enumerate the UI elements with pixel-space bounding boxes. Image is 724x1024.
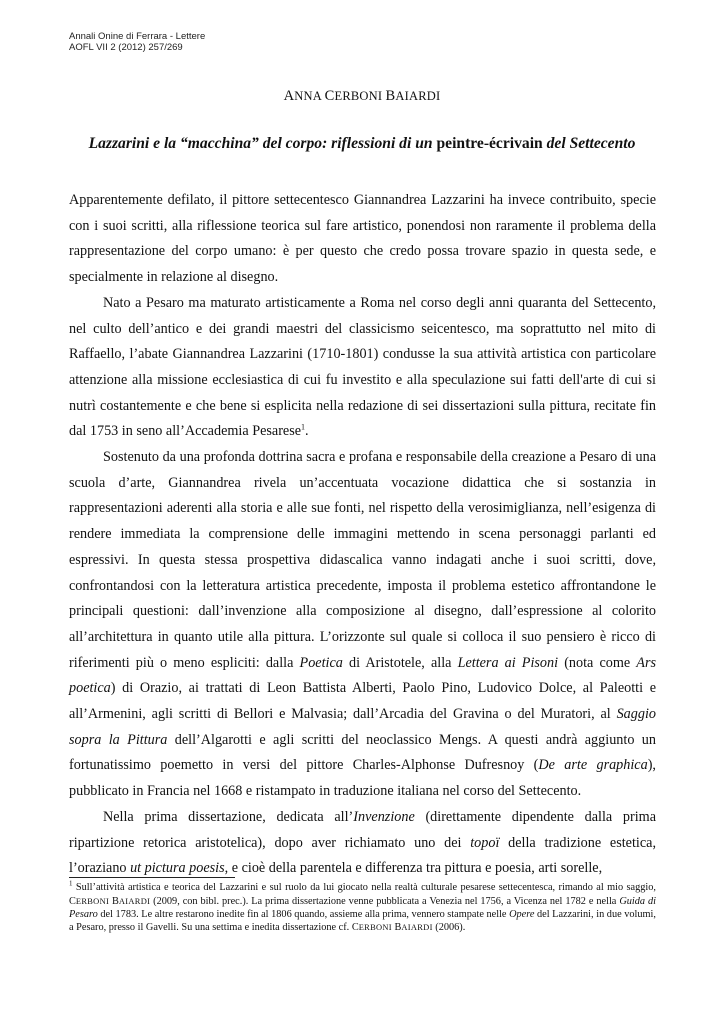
author-name: ANNA CERBONI BAIARDI xyxy=(283,88,441,104)
footnote-ref[interactable]: 1 xyxy=(301,422,306,432)
footnote-divider xyxy=(69,877,235,878)
paragraph-4: Nella prima dissertazione, dedicata all’Invenzione (direttamente dipendente dalla prima ripartizione retorica aristotelica), dopo aver richiamato uno dei topoï della tradizione estetica, l’oraziano ut pictura poesis, e cioè della parentela e differenza tra pittura e poesia, arti sorelle, xyxy=(69,808,656,877)
footnote-1: $^1$ Sull’attività artistica e teorica del Lazzarini e sul ruolo da lui giocato nella realtà culturale pesarese settecentesca, rimando al mio saggio, CERBONI BAIARDI (2009, con bibl. prec.). La prima dissertazione venne pubblicata a Venezia nel 1756, a Vicenza nel 1782 e nella Guida di Pesaro del 1783. Le altre restarono inedite fin al 1806 quando, assieme alla prima, vennero stampate nelle Opere del Lazzarini, in due volumi, a Pesaro, presso il Gavelli. Su una settima e inedita dissertazione cf. CERBONI BAIARDI (2006). xyxy=(69,879,656,934)
article-body xyxy=(69,188,656,882)
paragraph-1: Apparentemente defilato, il pittore settecentesco Giannandrea Lazzarini ha invece contribuito, specie con i suoi scritti, alla riflessione teorica sul fare artistico, ponendosi non raramente il problema della rappresentazione del corpo umano: è per questo che credo possa trovare spazio in questa sede, e specialmente in relazione al disegno. xyxy=(69,192,656,286)
journal-header xyxy=(69,31,205,53)
paragraph-3: Sostenuto da una profonda dottrina sacra e profana e responsabile della creazione a Pesaro di una scuola d’arte, Giannandrea rivela un’accentuata vocazione didattica che si sostanzia in rappresentazioni aderenti alla storia e alle sue fonti, nel rispetto della verosimiglianza, nell’esigenza di rendere immediata la comprensione delle immagini mettendo in scena personaggi parlanti ed espressivi. In questa stessa prospettiva didascalica vanno indagati anche i suoi scritti, dove, confrontandosi con la letteratura artistica precedente, imposta il problema estetico affrontandone le principali questioni: dall’invenzione alla composizione al disegno, dall’espressione al colorito all’architettura in quanto utile alla pittura. L’orizzonte sul quale si colloca il suo pensiero è ricco di riferimenti più o meno espliciti: dalla Poetica di Aristotele, alla Lettera ai Pisoni (nota come Ars poetica) di Orazio, ai trattati di Leon Battista Alberti, Paolo Pino, Ludovico Dolce, al Paleotti e all’Armenini, agli scritti di Bellori e Malvasia; dall’Arcadia del Gravina o del Muratori, al Saggio sopra la Pittura dell’Algarotti e agli scritti del neoclassico Mengs. A questi andrà aggiunto un fortunatissimo poemetto in versi del pittore Charles-Alphonse Dufresnoy (De arte graphica), pubblicato in Francia nel 1668 e ristampato in traduzione italiana nel corso del Settecento. xyxy=(69,449,657,800)
paragraph-2: Nato a Pesaro ma maturato artisticamente a Roma nel corso degli anni quaranta del Settecento, nel culto dell’antico e dei grandi maestri del classicismo seicentesco, ma soprattutto nel mito di Raffaello, l’abate Giannandrea Lazzarini (1710-1801) condusse la sua attività artistica con particolare attenzione alla missione ecclesiastica di cui fu investito e alla speculazione sui fatti dell'arte di cui si nutrì costantemente e che bene si esplicita nella redazione di sei dissertazioni sulla pittura, recitate fin dal 1753 in seno all’Accademia Pesarese$^1$. xyxy=(69,294,656,440)
journal-volume: AOFL VII 2 (2012) 257/269 xyxy=(69,42,183,53)
article-title: Lazzarini e la “macchina” del corpo: riflessioni di un peintre-écrivain del Settecento xyxy=(88,135,636,152)
journal-name: Annali Onine di Ferrara - Lettere xyxy=(69,31,206,42)
